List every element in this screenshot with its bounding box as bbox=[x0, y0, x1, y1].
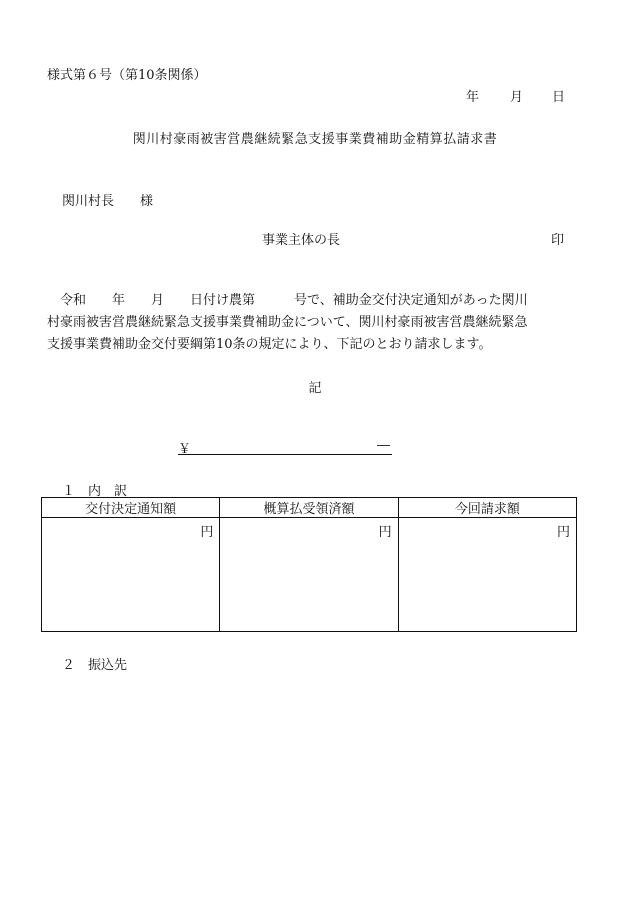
yen-unit: 円 bbox=[200, 525, 214, 540]
date-line bbox=[466, 86, 565, 105]
section-1-label: 内 訳 bbox=[88, 484, 128, 499]
yen-unit: 円 bbox=[556, 525, 570, 540]
section-2-label: 振込先 bbox=[88, 658, 128, 673]
header-current-request: 今回請求額 bbox=[398, 498, 576, 518]
seal-mark: 印 bbox=[551, 233, 565, 248]
request-body bbox=[47, 290, 585, 356]
addressee-name: 関川村長 bbox=[62, 194, 115, 209]
amount-field bbox=[178, 438, 392, 455]
currency-symbol: ￥ bbox=[178, 442, 192, 457]
value-current-request bbox=[398, 518, 576, 632]
section-1-number: １ bbox=[62, 484, 76, 499]
value-advance-received bbox=[220, 518, 398, 632]
section-2-heading bbox=[62, 654, 127, 673]
addressee-honorific: 様 bbox=[140, 194, 154, 209]
section-2-number: ２ bbox=[62, 658, 76, 673]
amount-suffix: ― bbox=[377, 438, 390, 453]
ki-heading: 記 bbox=[308, 381, 322, 396]
value-grant-decision bbox=[42, 518, 220, 632]
form-number: 様式第６号（第10条関係） bbox=[47, 68, 207, 83]
applicant-label: 事業主体の長 bbox=[262, 233, 341, 248]
body-line-2: 村豪雨被害営農継続緊急支援事業費補助金について、関川村豪雨被害営農継続緊急 bbox=[47, 315, 528, 330]
date-day-label: 日 bbox=[552, 90, 566, 105]
addressee bbox=[62, 190, 153, 209]
header-grant-decision: 交付決定通知額 bbox=[42, 498, 220, 518]
header-advance-received: 概算払受領済額 bbox=[220, 498, 398, 518]
breakdown-table bbox=[41, 497, 577, 632]
document-title: 関川村豪雨被害営農継続緊急支援事業費補助金精算払請求書 bbox=[132, 132, 498, 147]
yen-unit: 円 bbox=[378, 525, 392, 540]
body-line-3: 支援事業費補助金交付要綱第10条の規定により、下記のとおり請求します。 bbox=[47, 337, 492, 352]
breakdown-value-row bbox=[42, 518, 577, 632]
date-month-label: 月 bbox=[510, 90, 524, 105]
date-year-label: 年 bbox=[466, 90, 480, 105]
body-line-1: 令和 年 月 日付け農第 号で、補助金交付決定通知があった関川 bbox=[60, 293, 528, 308]
breakdown-header-row bbox=[42, 498, 577, 518]
